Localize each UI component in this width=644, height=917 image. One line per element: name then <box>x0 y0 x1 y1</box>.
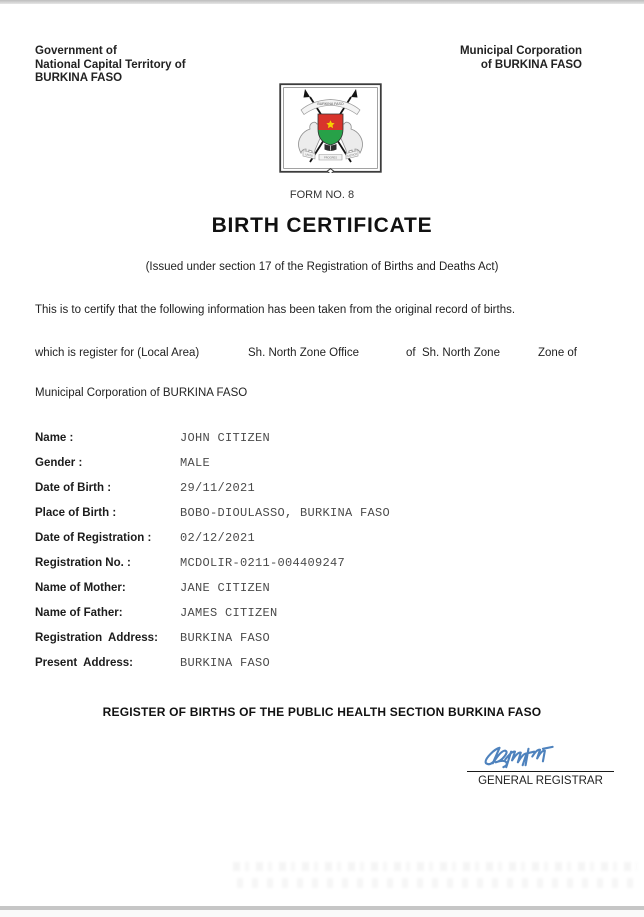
field-row-name <box>35 431 595 456</box>
emblem-banner-text: BURKINA FASO <box>317 101 344 106</box>
field-label: Place of Birth : <box>35 507 117 519</box>
field-label: Present Address: <box>35 657 133 669</box>
field-value: 29/11/2021 <box>180 481 256 495</box>
certificate-title: BIRTH CERTIFICATE <box>211 214 433 237</box>
field-label: Name of Mother: <box>35 582 126 594</box>
motto-right-text: JUSTICE <box>346 152 358 159</box>
field-row-place-of-birth <box>35 506 595 531</box>
field-value: JANE CITIZEN <box>180 581 271 595</box>
header-left-line2: National Capital Territory of <box>35 58 186 71</box>
page-below-edge <box>0 910 644 917</box>
burkina-faso-coat-of-arms <box>279 83 382 173</box>
field-label: Registration No. : <box>35 557 131 569</box>
registrar-signature-block <box>467 743 614 787</box>
signature-icon <box>482 743 600 770</box>
field-label: Registration Address: <box>35 632 158 644</box>
field-value: JOHN CITIZEN <box>180 431 271 445</box>
certificate-subtitle: (Issued under section 17 of the Registration of Births and Deaths Act) <box>145 261 499 273</box>
field-row-registration-address <box>35 631 595 656</box>
page-top-edge <box>0 0 644 4</box>
field-label: Name : <box>35 432 74 444</box>
issuing-authority-right <box>460 45 582 72</box>
register-zone-value: of Sh. North Zone <box>406 347 500 359</box>
field-row-mother-name <box>35 581 595 606</box>
field-label: Date of Registration : <box>35 532 152 544</box>
field-value: 02/12/2021 <box>180 531 256 545</box>
registrar-title: GENERAL REGISTRAR <box>478 775 603 787</box>
register-area-line <box>0 347 644 363</box>
field-row-date-of-registration <box>35 531 595 556</box>
signature-line <box>467 771 614 772</box>
motto-left-text: UNITE <box>304 153 314 158</box>
register-office-value: Sh. North Zone Office <box>248 347 360 359</box>
register-line-zone-of: Zone of <box>538 347 577 359</box>
field-value: BOBO-DIOULASSO, BURKINA FASO <box>180 506 391 520</box>
field-label: Date of Birth : <box>35 482 112 494</box>
certify-statement: This is to certify that the following information has been taken from the original record of births. <box>35 304 516 316</box>
coat-of-arms-icon <box>279 83 382 173</box>
field-label: Gender : <box>35 457 83 469</box>
header-left-line3: BURKINA FASO <box>35 72 123 84</box>
header-right-line2: of BURKINA FASO <box>480 58 582 71</box>
scan-artifact <box>233 856 637 894</box>
motto-center-text: PROGRES <box>324 156 337 160</box>
form-number: FORM NO. 8 <box>289 189 355 201</box>
header-right-line1: Municipal Corporation <box>459 45 582 57</box>
field-row-father-name <box>35 606 595 631</box>
register-of-births-title: REGISTER OF BIRTHS OF THE PUBLIC HEALTH SECTION BURKINA FASO <box>102 705 542 719</box>
field-row-registration-no <box>35 556 595 581</box>
register-line-lead: which is register for (Local Area) <box>35 347 200 359</box>
field-row-date-of-birth <box>35 481 595 506</box>
certificate-fields <box>35 431 595 681</box>
field-row-present-address <box>35 656 595 681</box>
field-value: JAMES CITIZEN <box>180 606 278 620</box>
header-left-line1: Government of <box>35 45 117 57</box>
field-value: BURKINA FASO <box>180 656 271 670</box>
municipal-corporation-line: Municipal Corporation of BURKINA FASO <box>35 387 248 399</box>
field-value: MCDOLIR-0211-004409247 <box>180 556 346 570</box>
field-label: Name of Father: <box>35 607 123 619</box>
field-row-gender <box>35 456 595 481</box>
field-value: MALE <box>180 456 211 470</box>
field-value: BURKINA FASO <box>180 631 271 645</box>
issuing-authority-left <box>35 45 186 86</box>
